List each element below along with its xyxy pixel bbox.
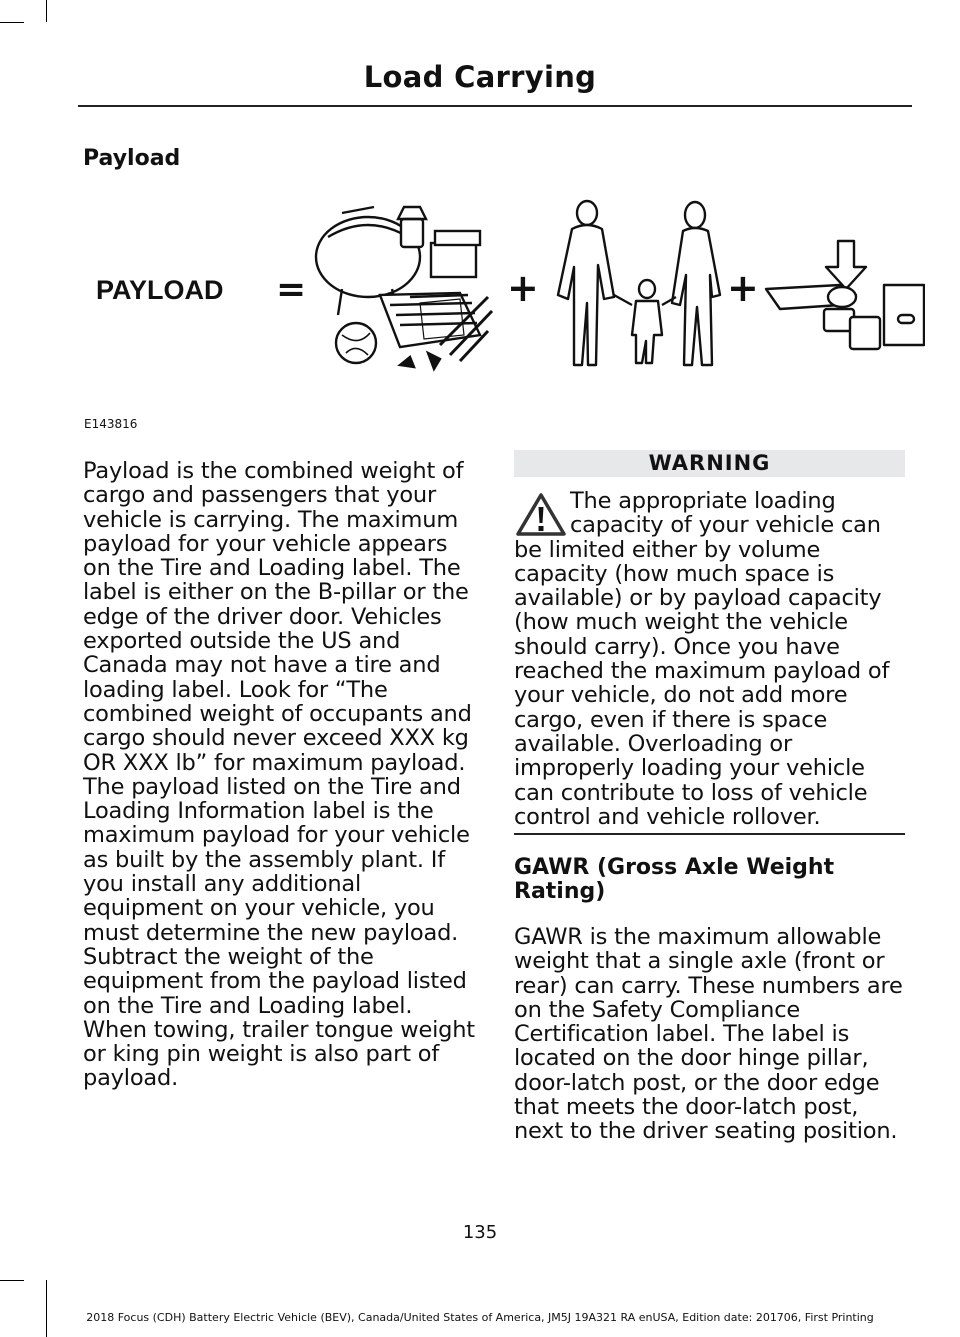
warning-paragraph: The appropriate loading capacity of your vehicle can be limited either by volume capacity (how much space is available) or by payload capacity (how much weight the vehicle should carry). Once you have reached the maximum payload of your vehicle, do not add more cargo, even if there is space available. Overloading or improperly loading your vehicle can contribute to loss of vehicle control and vehicle rollover. xyxy=(514,488,890,830)
payload-figure xyxy=(80,185,925,385)
payload-paragraph: Payload is the combined weight of cargo and passengers that your vehicle is carrying. The maximum payload for your vehicle appears on the Tire and Loading label. The label is either on the B-pillar or the edge of the driver door. Vehicles exported outside the US and Canada may not have a tire and loading label. Look for “The combined weight of occupants and cargo should never exceed XXX kg OR XXX lb” for maximum payload. The payload listed on the Tire and Loading Information label is the maximum payload for your vehicle as built by the assembly plant. If you install any additional equipment on your vehicle, you must determine the new payload. Subtract the weight of the equipment from the payload listed on the Tire and Loading label. When towing, trailer tongue weight or king pin weight is also part of payload. xyxy=(83,458,475,1092)
trailer-hitch-icon xyxy=(766,241,924,349)
icon-spacer xyxy=(514,489,570,535)
plus-sign-2: + xyxy=(727,266,759,310)
footer-edition-info: 2018 Focus (CDH) Battery Electric Vehicle (BEV), Canada/United States of America, JM5J 19A321 RA enUSA, Edition date: 201706, First Printing xyxy=(86,1311,874,1324)
crop-mark xyxy=(0,22,24,23)
section-title: Payload xyxy=(83,146,181,171)
figure-code: E143816 xyxy=(84,417,138,431)
payload-label: PAYLOAD xyxy=(96,275,224,305)
passengers-icon xyxy=(558,201,720,365)
crop-mark xyxy=(46,1280,47,1337)
gawr-heading: GAWR (Gross Axle Weight Rating) xyxy=(514,855,835,904)
chapter-title: Load Carrying xyxy=(363,60,597,94)
gawr-paragraph: GAWR is the maximum allowable weight that a single axle (front or rear) can carry. These numbers are on the Safety Compliance Certification label. The label is located on the door hinge pillar, door-latch post, or the door edge that meets the door-latch post, next to the driver seating position. xyxy=(514,924,903,1145)
cargo-items-icon xyxy=(316,207,492,369)
header-rule xyxy=(78,105,912,107)
equals-sign: = xyxy=(276,269,307,310)
crop-mark xyxy=(0,1280,24,1281)
warning-header: WARNING xyxy=(514,450,905,477)
plus-sign-1: + xyxy=(507,266,539,310)
warning-text-block xyxy=(514,489,909,829)
warning-rule xyxy=(514,833,905,835)
crop-mark xyxy=(46,0,47,22)
page-number: 135 xyxy=(462,1222,498,1243)
